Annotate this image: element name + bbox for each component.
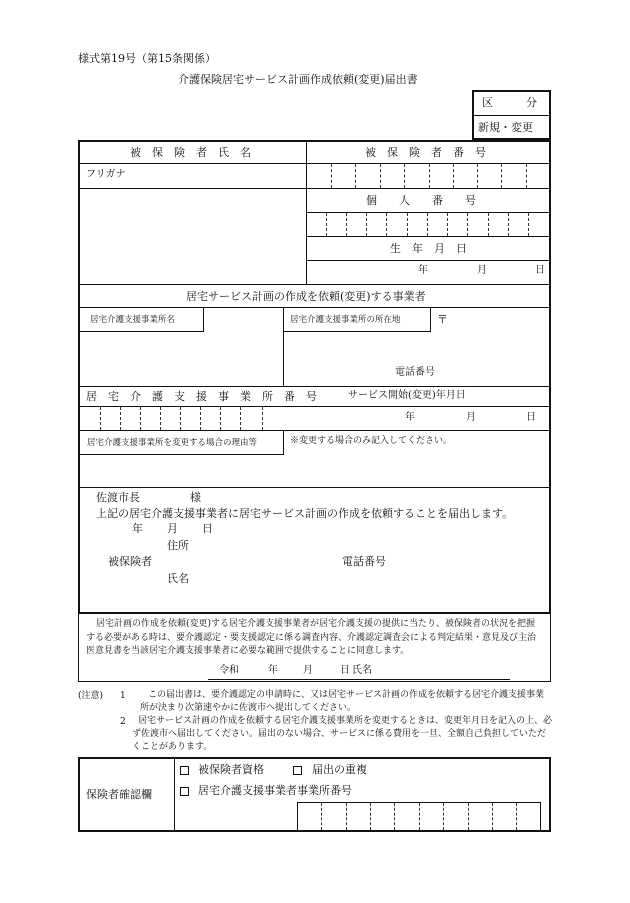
addressee: 佐渡市長 [96, 491, 140, 504]
consent-text: 居宅計画の作成を依頼(変更)する居宅介護支援事業者が居宅介護支援の提供に当たり、被保険者の状況を把握する必要がある時は、要介護認定・要支援認定に係る調査内容、介護認定調査会による判定結果・意見及び主治医意見書を当該居宅介護支援事業者に必要な範囲で提供することに同意します。 [86, 619, 537, 656]
notes-label: (注意) [78, 691, 104, 701]
insured-number-field[interactable] [307, 164, 550, 188]
insured-qualification-label: 被保険者資格 [198, 763, 264, 776]
consent-year: 年 [268, 665, 278, 676]
birthdate-field[interactable] [307, 261, 550, 284]
declaration-date-field[interactable] [100, 520, 220, 536]
service-start-field[interactable] [284, 407, 550, 430]
declaration-phone-field[interactable] [400, 553, 540, 569]
declaration-phone-label: 電話番号 [342, 555, 386, 568]
insured-name-header: 被 保 険 者 氏 名 [130, 146, 251, 159]
start-month-label: 月 [466, 412, 476, 423]
insured-label: 被保険者 [108, 555, 152, 568]
birth-month-label: 月 [477, 265, 487, 276]
declaration-name-label: 氏名 [167, 572, 189, 585]
personal-number-field[interactable] [307, 213, 550, 236]
category-label: 区 分 [482, 96, 537, 109]
office-number-check-label: 居宅介護支援事業者事業所番号 [198, 784, 352, 797]
birthdate-header: 生 年 月 日 [390, 242, 467, 255]
duplicate-notification-label: 届出の重複 [312, 763, 367, 776]
note-1-number: 1 [120, 691, 126, 701]
consent-era: 令和 [219, 665, 239, 676]
consent-month: 月 [303, 665, 313, 676]
consent-day: 日 [340, 665, 350, 676]
honorific: 様 [190, 491, 201, 504]
form-title: 介護保険居宅サービス計画作成依頼(変更)届出書 [178, 73, 418, 86]
declaration-statement: 上記の居宅介護支援事業者に居宅サービス計画の作成を依頼することを届出します。 [96, 507, 514, 520]
office-name-field[interactable] [80, 333, 282, 385]
change-note: ※変更する場合のみ記入してください。 [290, 436, 453, 446]
category-value[interactable]: 新規・変更 [478, 121, 533, 134]
start-year-label: 年 [405, 412, 415, 423]
declaration-address-field[interactable] [195, 537, 535, 553]
note-1-text: この届出書は、要介護認定の申請時に、又は居宅サービス計画の作成を依頼する居宅介護支援事業所が決まり次第速やかに佐渡市へ提出してください。 [140, 690, 545, 713]
office-number-field[interactable] [80, 407, 282, 430]
insured-qualification-checkbox[interactable] [180, 766, 189, 775]
consent-signature-field[interactable] [208, 663, 510, 679]
change-reason-label: 居宅介護支援事業所を変更する場合の理由等 [87, 438, 258, 448]
duplicate-notification-checkbox[interactable] [293, 766, 302, 775]
note-2-text: 居宅サービス計画の作成を依頼する居宅介護支援事業所を変更するときは、変更年月日を記入の上、必ず佐渡市へ届出してください。届出のない場合、サービスに係る費用を一旦、全額自己負担していただくことがあります。 [132, 716, 553, 752]
consent-name-label: 氏名 [352, 665, 372, 676]
office-number-checkbox[interactable] [180, 787, 189, 796]
birth-day-label: 日 [535, 265, 545, 276]
start-day-label: 日 [526, 412, 536, 423]
office-address-label: 居宅介護支援事業所の所在地 [290, 315, 401, 325]
declaration-year: 年 [132, 522, 143, 535]
change-reason-field[interactable] [80, 456, 550, 486]
birth-year-label: 年 [418, 265, 428, 276]
provider-section-header: 居宅サービス計画の作成を依頼(変更)する事業者 [186, 290, 426, 303]
service-start-header: サービス開始(変更)年月日 [348, 390, 466, 401]
declaration-day: 日 [202, 522, 213, 535]
office-number-header: 居 宅 介 護 支 援 事 業 所 番 号 [86, 390, 317, 403]
personal-number-header: 個 人 番 号 [366, 194, 476, 207]
insured-number-header: 被 保 険 者 番 号 [365, 146, 486, 159]
insured-name-field[interactable] [80, 189, 304, 283]
note-2-number: 2 [120, 717, 126, 727]
form-number: 様式第19号（第15条関係） [78, 52, 216, 65]
address-label: 住所 [167, 539, 189, 552]
office-phone-label: 電話番号 [395, 367, 435, 378]
office-name-label: 居宅介護支援事業所名 [90, 315, 176, 325]
postal-mark: 〒 [437, 313, 448, 326]
furigana-label: フリガナ [86, 169, 126, 180]
declaration-month: 月 [167, 522, 178, 535]
insurer-check-label: 保険者確認欄 [86, 788, 152, 801]
declaration-name-field[interactable] [195, 570, 535, 586]
